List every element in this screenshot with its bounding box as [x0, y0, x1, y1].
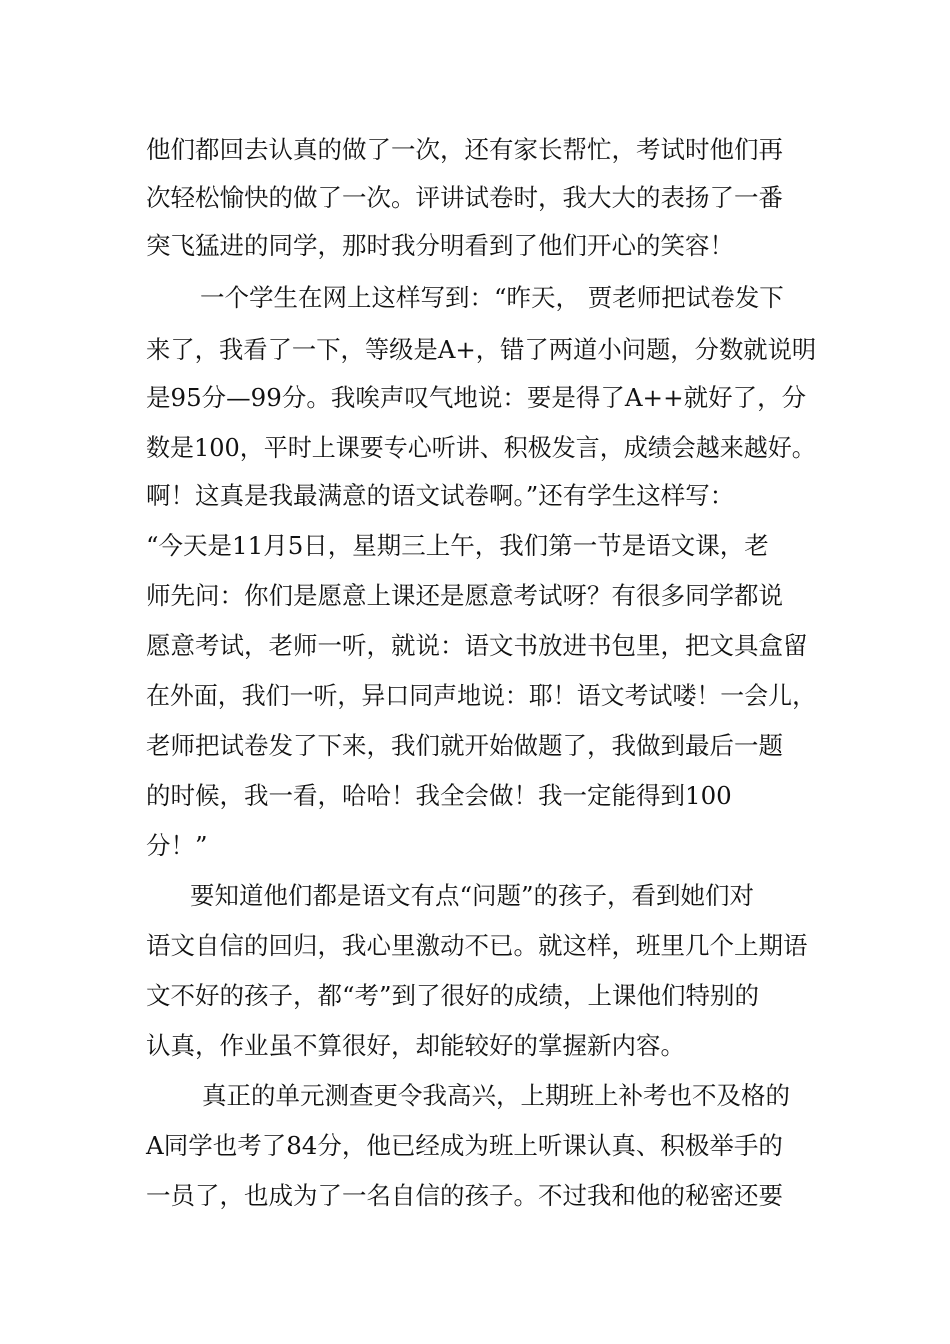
text-line: 一个学生在网上这样写到：“昨天， 贾老师把试卷发下: [200, 283, 784, 312]
text-line: 突飞猛进的同学，那时我分明看到了他们开心的笑容！: [146, 231, 734, 260]
text-line: 的时候，我一看，哈哈！我全会做！我一定能得到100: [146, 781, 732, 810]
text-line: A同学也考了84分，他已经成为班上听课认真、积极举手的: [146, 1131, 783, 1160]
text-line: 在外面，我们一听，异口同声地说：耶！语文考试喽！一会儿，: [146, 681, 817, 710]
text-line: 一员了，也成为了一名自信的孩子。不过我和他的秘密还要: [146, 1181, 783, 1210]
text-line: 分！”: [146, 831, 208, 860]
text-line: 语文自信的回归，我心里激动不已。就这样，班里几个上期语: [146, 931, 808, 960]
text-line: 真正的单元测查更令我高兴，上期班上补考也不及格的: [202, 1081, 790, 1110]
text-line: “今天是11月5日，星期三上午，我们第一节是语文课，老: [146, 531, 769, 560]
text-line: 认真，作业虽不算很好，却能较好的掌握新内容。: [146, 1031, 685, 1060]
text-line: 啊！这真是我最满意的语文试卷啊。”还有学生这样写：: [146, 481, 735, 510]
text-line: 文不好的孩子，都“考”到了很好的成绩，上课他们特别的: [146, 981, 760, 1010]
text-line: 次轻松愉快的做了一次。评讲试卷时，我大大的表扬了一番: [146, 183, 783, 212]
text-line: 愿意考试，老师一听，就说：语文书放进书包里，把文具盒留: [146, 631, 808, 660]
text-line: 数是100，平时上课要专心听讲、积极发言，成绩会越来越好。: [146, 433, 816, 462]
text-line: 是95分—99分。我唉声叹气地说：要是得了A++就好了，分: [146, 383, 807, 412]
text-line: 老师把试卷发了下来，我们就开始做题了，我做到最后一题: [146, 731, 783, 760]
text-line: 来了，我看了一下，等级是A+，错了两道小问题，分数就说明: [146, 335, 817, 364]
text-line: 师先问：你们是愿意上课还是愿意考试呀？有很多同学都说: [146, 581, 783, 610]
text-line: 要知道他们都是语文有点“问题”的孩子，看到她们对: [190, 881, 755, 910]
text-line: 他们都回去认真的做了一次，还有家长帮忙，考试时他们再: [146, 135, 783, 164]
